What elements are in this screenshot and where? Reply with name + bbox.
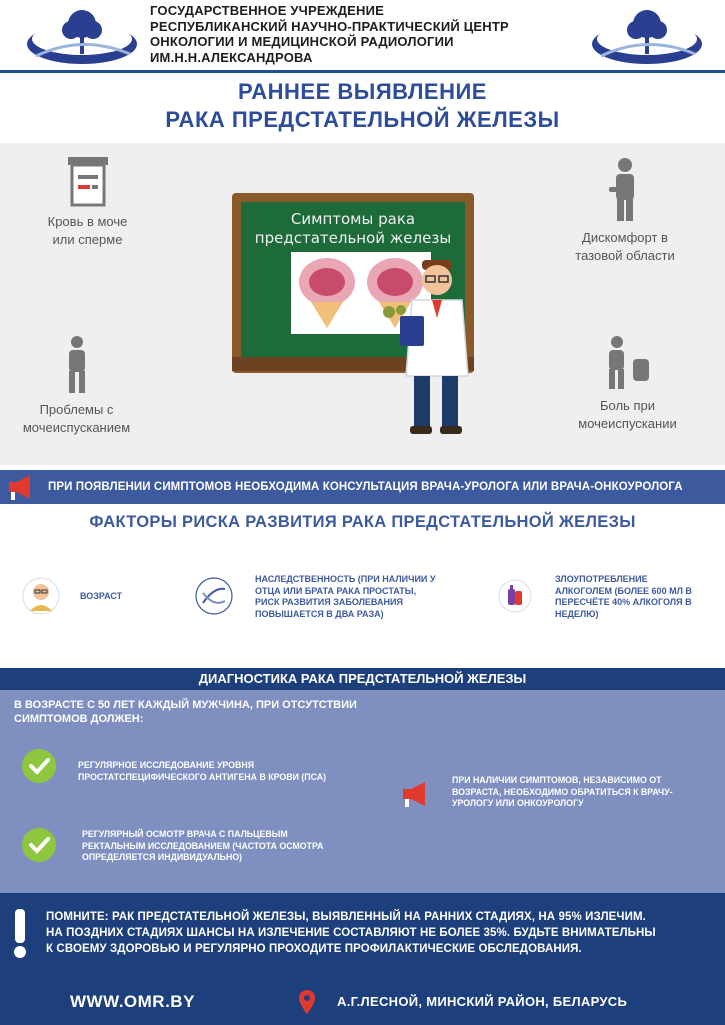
center-logo-right [591,4,703,66]
symptom-blood [30,155,145,249]
org-line-2: РЕСПУБЛИКАНСКИЙ НАУЧНО-ПРАКТИЧЕСКИЙ ЦЕНТР [150,18,509,34]
megaphone-icon [6,472,36,502]
exclamation-icon [8,907,32,959]
risk-alcohol-line-2: АЛКОГОЛЕМ (БОЛЕЕ 600 МЛ В [555,585,692,596]
diag-intro-line-2: СИМПТОМОВ ДОЛЖЕН: [14,713,144,725]
diag-symptoms-line-3: УРОЛОГУ ИЛИ ОНКОУРОЛОГУ [452,798,584,808]
diagnostics-title: ДИАГНОСТИКА РАКА ПРЕДСТАТЕЛЬНОЙ ЖЕЛЕЗЫ [198,671,527,686]
org-line-4: ИМ.Н.Н.АЛЕКСАНДРОВА [150,49,313,65]
diagnostics-section [0,668,725,893]
center-logo-left [26,4,138,66]
footer-bar [0,983,725,1025]
diag-exam-line-3: ОПРЕДЕЛЯЕТСЯ ИНДИВИДУАЛЬНО) [82,852,243,862]
risk-alcohol-text [555,574,715,620]
risk-heredity-line-3: РИСК РАЗВИТИЯ ЗАБОЛЕВАНИЯ [255,597,403,607]
risk-factors-title: ФАКТОРЫ РИСКА РАЗВИТИЯ РАКА ПРЕДСТАТЕЛЬНОЙ ЖЕЛЕЗЫ [89,513,636,531]
diag-psa-line-1: РЕГУЛЯРНОЕ ИССЛЕДОВАНИЕ УРОВНЯ [78,760,255,770]
symptom-pain [560,335,695,433]
doctor-illustration [392,258,482,436]
symptom-blood-line-1: Кровь в моче [47,214,128,229]
megaphone-icon [400,778,432,810]
alert-text: ПРИ ПОЯВЛЕНИИ СИМПТОМОВ НЕОБХОДИМА КОНСУЛЬТАЦИЯ ВРАЧА-УРОЛОГА ИЛИ ВРАЧА-ОНКОУРОЛОГА [48,481,683,493]
symptom-pain-line-2: мочеиспускании [578,416,677,431]
alcohol-icon [498,579,532,613]
risk-alcohol-line-3: ПЕРЕСЧЁТЕ 40% АЛКОГОЛЯ В [555,597,692,607]
checkmark-icon [22,828,56,862]
diag-exam-line-2: РЕКТАЛЬНЫМ ИССЛЕДОВАНИЕМ (ЧАСТОТА ОСМОТРА [82,840,324,851]
diagnostics-header [0,668,725,690]
consultation-alert [0,470,725,504]
location-pin-icon [298,989,316,1015]
remember-line-1: ПОМНИТЕ: РАК ПРЕДСТАТЕЛЬНОЙ ЖЕЛЕЗЫ, ВЫЯВЛЕННЫЙ НА РАННИХ СТАДИЯХ, НА 95% ИЗЛЕЧИМ. [46,911,646,923]
title-line-1: РАННЕЕ ВЫЯВЛЕНИЕ [238,79,487,104]
remember-line-2: НА ПОЗДНИХ СТАДИЯХ ШАНСЫ НА ИЗЛЕЧЕНИЕ СОСТАВЛЯЮТ НЕ БОЛЕЕ 35%. БУДЬТЕ ВНИМАТЕЛЬНЫ [46,927,656,939]
symptom-urination-problems [14,335,139,437]
pelvic-pain-icon [605,157,645,223]
diag-symptoms-line-2: ВОЗРАСТА, НЕОБХОДИМО ОБРАТИТЬСЯ К ВРАЧУ- [452,786,673,797]
diag-exam-text [82,829,382,864]
risk-heredity-line-4: ПОВЫШАЕТСЯ В ДВА РАЗА) [255,608,384,619]
org-line-1: ГОСУДАРСТВЕННОЕ УЧРЕЖДЕНИЕ [150,3,385,18]
diagnostics-intro [14,698,394,726]
risk-heredity-line-2: ОТЦА ИЛИ БРАТА РАКА ПРОСТАТЫ, [255,585,417,596]
symptom-discomfort-line-2: тазовой области [575,248,675,263]
remember-text [46,909,716,957]
symptom-blood-line-2: или сперме [52,232,123,247]
symptom-discomfort-line-1: Дискомфорт в [582,230,668,245]
diag-symptoms-line-1: ПРИ НАЛИЧИИ СИМПТОМОВ, НЕЗАВИСИМО ОТ [452,775,662,785]
title-line-2: РАКА ПРЕДСТАТЕЛЬНОЙ ЖЕЛЕЗЫ [165,107,560,132]
header [0,0,725,72]
organization-name [150,3,580,65]
risk-alcohol-line-1: ЗЛОУПОТРЕБЛЕНИЕ [555,574,648,584]
diag-psa-line-2: ПРОСТАТСПЕЦИФИЧЕСКОГО АНТИГЕНА В КРОВИ (ПСА) [78,771,327,782]
address-text: А.Г.ЛЕСНОЙ, МИНСКИЙ РАЙОН, БЕЛАРУСЬ [337,994,628,1009]
checkmark-icon [22,749,56,783]
test-tube-icon [66,155,110,207]
org-line-3: ОНКОЛОГИИ И МЕДИЦИНСКОЙ РАДИОЛОГИИ [150,34,454,49]
diag-psa-text [78,760,378,783]
header-divider [0,70,725,73]
dna-icon [195,577,233,615]
chalkboard-title [241,210,465,248]
diag-symptoms-text [452,775,712,810]
board-title-line-2: предстательной железы [254,229,452,247]
board-title-line-1: Симптомы рака [290,210,416,228]
remember-section [0,893,725,983]
person-urination-icon [62,335,92,395]
footer [0,983,725,1025]
elderly-man-icon [22,577,60,615]
page-title [0,78,725,134]
remember-line-3: К СВОЕМУ ЗДОРОВЬЮ И РЕГУЛЯРНО ПРОХОДИТЕ ПРОФИЛАКТИЧЕСКИЕ ОБСЛЕДОВАНИЯ. [46,943,582,955]
risk-heredity-line-1: НАСЛЕДСТВЕННОСТЬ (ПРИ НАЛИЧИИ У [255,574,436,584]
diag-intro-line-1: В ВОЗРАСТЕ С 50 ЛЕТ КАЖДЫЙ МУЖЧИНА, ПРИ ОТСУТСТВИИ [14,699,357,711]
risk-age-text: ВОЗРАСТ [80,591,123,601]
symptom-problems-line-2: мочеиспусканием [22,420,131,435]
symptom-pain-line-1: Боль при [600,398,655,413]
symptom-discomfort [560,157,690,265]
risk-alcohol-line-4: НЕДЕЛЮ) [555,608,599,619]
risk-heredity-text [255,574,470,620]
symptom-problems-line-1: Проблемы с [39,402,114,417]
diag-exam-line-1: РЕГУЛЯРНЫЙ ОСМОТР ВРАЧА С ПАЛЬЦЕВЫМ [82,829,288,839]
website-link[interactable]: WWW.OMR.BY [70,992,195,1011]
person-toilet-icon [603,335,653,391]
